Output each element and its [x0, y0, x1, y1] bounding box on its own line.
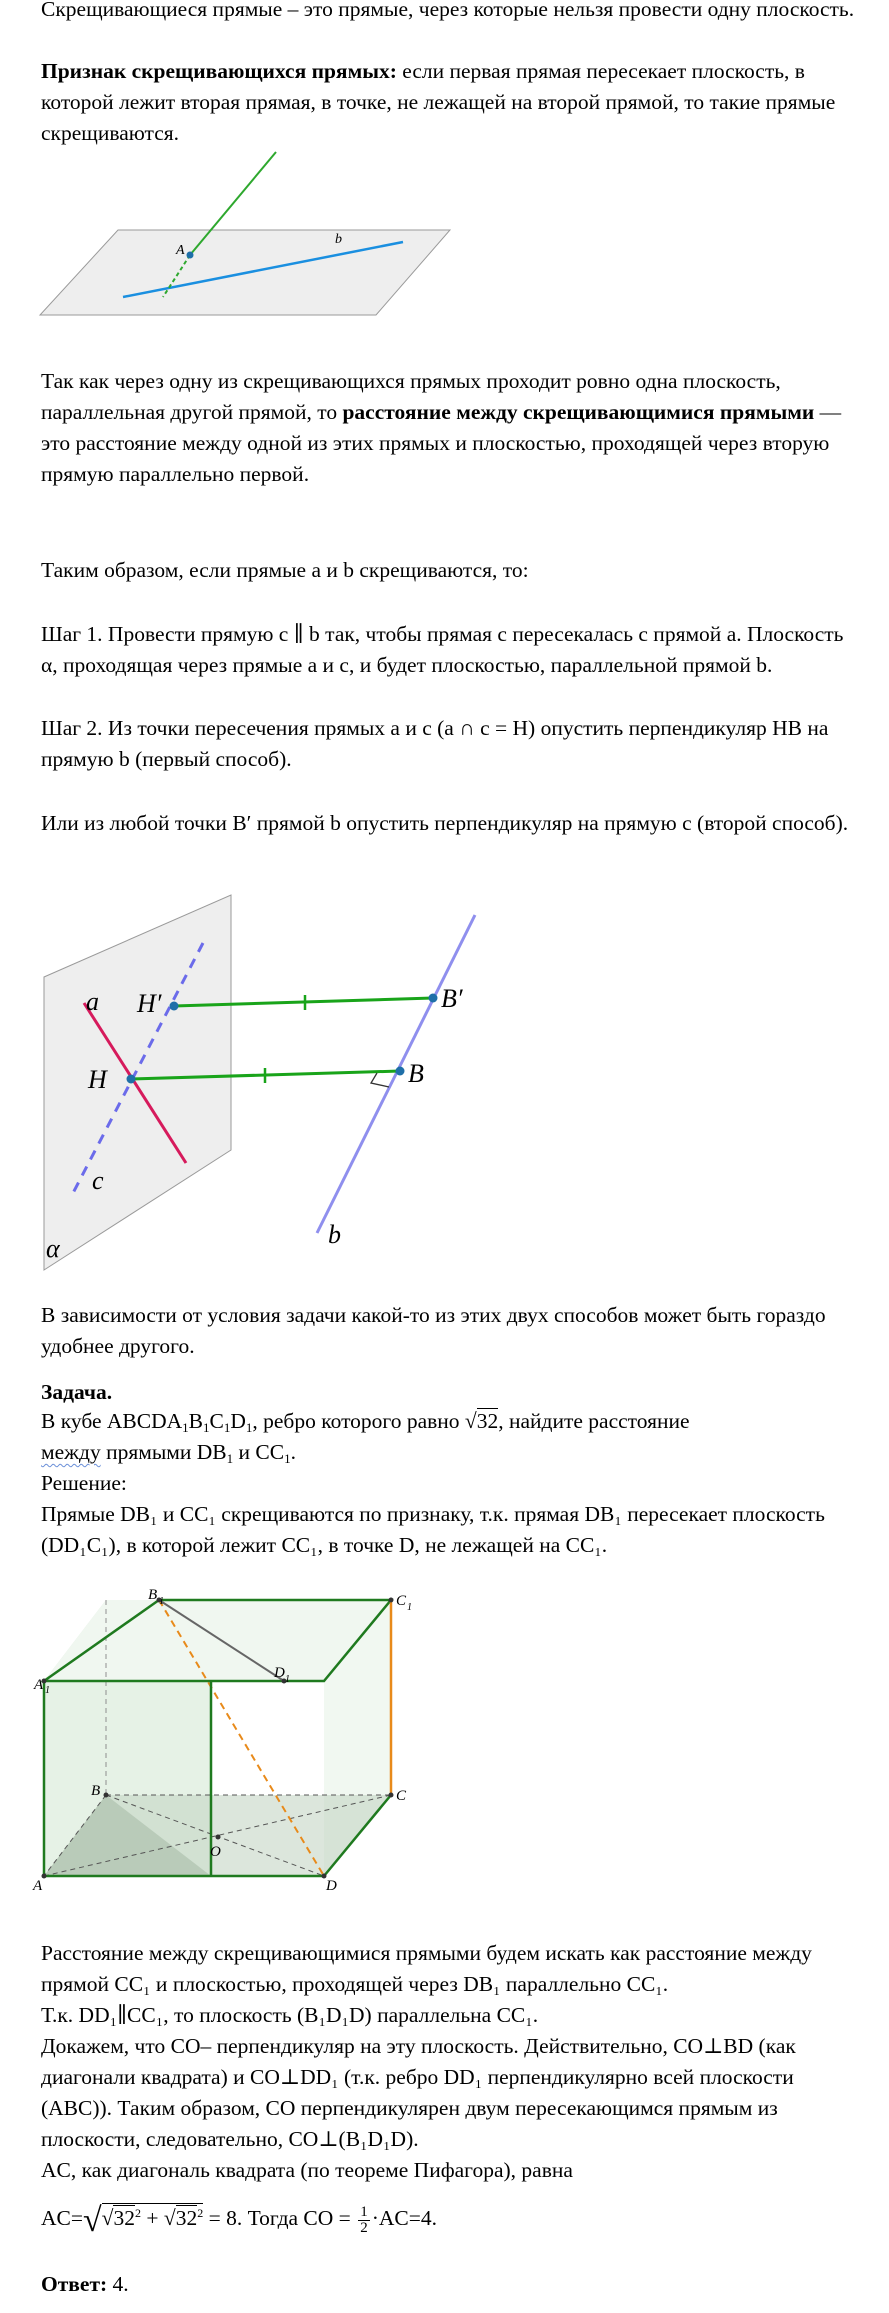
plane-alpha — [44, 895, 231, 1270]
answer-label: Ответ: — [41, 2272, 108, 2296]
criterion-text: если первая прямая пересекает плоскость, в которой лежит вторая прямая, в точке, не лежащей на второй прямой, то такие прямые скрещиваются. — [41, 59, 836, 145]
figure-perpendicular-methods — [38, 895, 508, 1270]
label-b-line: b — [328, 1220, 341, 1249]
point-c — [389, 1793, 394, 1798]
criterion-title: Признак скрещивающихся прямых: — [41, 59, 397, 83]
point-b1 — [429, 994, 438, 1003]
svg-text:1: 1 — [45, 1685, 50, 1696]
formula-line: $AC=√√32^2 + √32^2 = 8$. Тогда CO = $\frac{1}{2}$ ·AC=4. — [41, 2202, 437, 2239]
point-o — [216, 1835, 221, 1840]
step1-paragraph: Шаг 1. Провести прямую c ∥ b так, чтобы прямая c пересекалась c прямой a. Плоскость α, проходящая через прямые a и c, и будет плоскостью, параллельной прямой b. — [41, 622, 844, 677]
answer-value: 4. — [107, 2272, 129, 2296]
distance-definition-paragraph: Так как через одну из скрещивающихся прямых проходит ровно одна плоскость, параллельная другой прямой, то расстояние между скрещивающимися прямыми — это расстояние между одной из этих прямых и плоскостью, проходящей через вторую прямую параллельно первой. — [41, 369, 842, 486]
figure-skew-lines-plane — [38, 150, 458, 320]
alternative-paragraph: Или из любой точки B′ прямой b опустить перпендикуляр на прямую c (второй способ). — [41, 811, 849, 835]
step2-paragraph: Шаг 2. Из точки пересечения прямых a и c (a ∩ c = H) опустить перпендикуляр HB на прямую b (первый способ). — [41, 716, 829, 771]
right-angle-mark — [371, 1073, 389, 1087]
task-paragraph: В кубе $ABCDA_1B_1C_1D_1$, ребро которого равно √32, найдите расстояние между прямыми $DB_1$ и $CC_1$. — [41, 1406, 861, 1468]
svg-text:1: 1 — [159, 1596, 164, 1607]
solution-paragraph-4: Докажем, что CO– перпендикуляр на эту плоскость. Действительно, CO⊥BD (как диагонали квадрата) и CO⊥DD₁ (т.к. ребро DD₁ перпендикулярно всей плоскости (ABC)). Таким образом, CO перпендикулярен двум пересекающимся прямым из плоскости, следовательно, CO⊥(B₁D₁D). — [41, 2034, 796, 2151]
figure-cube — [33, 1587, 438, 1895]
comparison-paragraph: В зависимости от условия задачи какой-то из этих двух способов может быть гораздо удобнее другого. — [41, 1303, 826, 1358]
point-h1 — [170, 1002, 179, 1011]
svg-text:O: O — [210, 1844, 221, 1860]
svg-text:A: A — [34, 1677, 44, 1693]
label-a: A — [176, 243, 185, 258]
answer-line — [41, 2269, 861, 2300]
svg-text:C: C — [396, 1593, 407, 1609]
solution-paragraph-5: AC, как диагональ квадрата (по теореме Пифагора), равна — [41, 2158, 573, 2182]
svg-text:D: D — [274, 1665, 285, 1681]
svg-text:1: 1 — [285, 1674, 290, 1685]
solution-paragraph-1: Прямые DB₁ и CC₁ скрещиваются по признаку, т.к. прямая DB₁ пересекает плоскость (DD₁C₁), в которой лежит CC₁, в точке D, не лежащей на CC₁. — [41, 1502, 825, 1557]
label-h1: H′ — [137, 989, 162, 1018]
distance-bold-term: расстояние между скрещивающимися прямыми — [342, 400, 815, 424]
label-h: H — [88, 1065, 107, 1094]
task-title: Задача. — [41, 1380, 113, 1404]
svg-text:C: C — [396, 1788, 407, 1804]
solution-paragraph-2: Расстояние между скрещивающимися прямыми будем искать как расстояние между прямой CC₁ и плоскостью, проходящей через DB₁ параллельно CC₁. — [41, 1941, 812, 1996]
point-a — [187, 252, 194, 259]
wavy-word: между — [41, 1440, 101, 1464]
svg-text:1: 1 — [407, 1602, 412, 1613]
label-c: c — [92, 1166, 104, 1195]
solution-title: Решение: — [41, 1471, 127, 1495]
label-b1: B′ — [441, 984, 463, 1013]
svg-text:B: B — [148, 1587, 158, 1603]
fraction-half: $\frac{1}{2}$ — [360, 2203, 368, 2236]
solution-paragraph-3: Т.к. DD₁∥CC₁, то плоскость (B₁D₁D) параллельна CC₁. — [41, 2003, 539, 2027]
label-b: b — [335, 232, 342, 247]
point-h — [127, 1075, 136, 1084]
svg-text:A: A — [33, 1878, 43, 1894]
point-b — [396, 1067, 405, 1076]
criterion-paragraph — [41, 56, 861, 149]
definition-paragraph: Скрещивающиеся прямые – это прямые, через которые нельзя провести одну плоскость. — [41, 0, 855, 21]
point-c1 — [389, 1598, 394, 1603]
point-b — [104, 1793, 109, 1798]
conclusion-paragraph: Таким образом, если прямые a и b скрещиваются, то: — [41, 558, 529, 582]
point-a — [42, 1874, 47, 1879]
sqrt-32: √32 — [464, 1409, 499, 1433]
label-a: a — [86, 987, 99, 1016]
svg-text:B: B — [91, 1783, 101, 1799]
label-b: B — [408, 1059, 424, 1088]
svg-text:D: D — [326, 1878, 337, 1894]
label-alpha: α — [46, 1234, 60, 1263]
